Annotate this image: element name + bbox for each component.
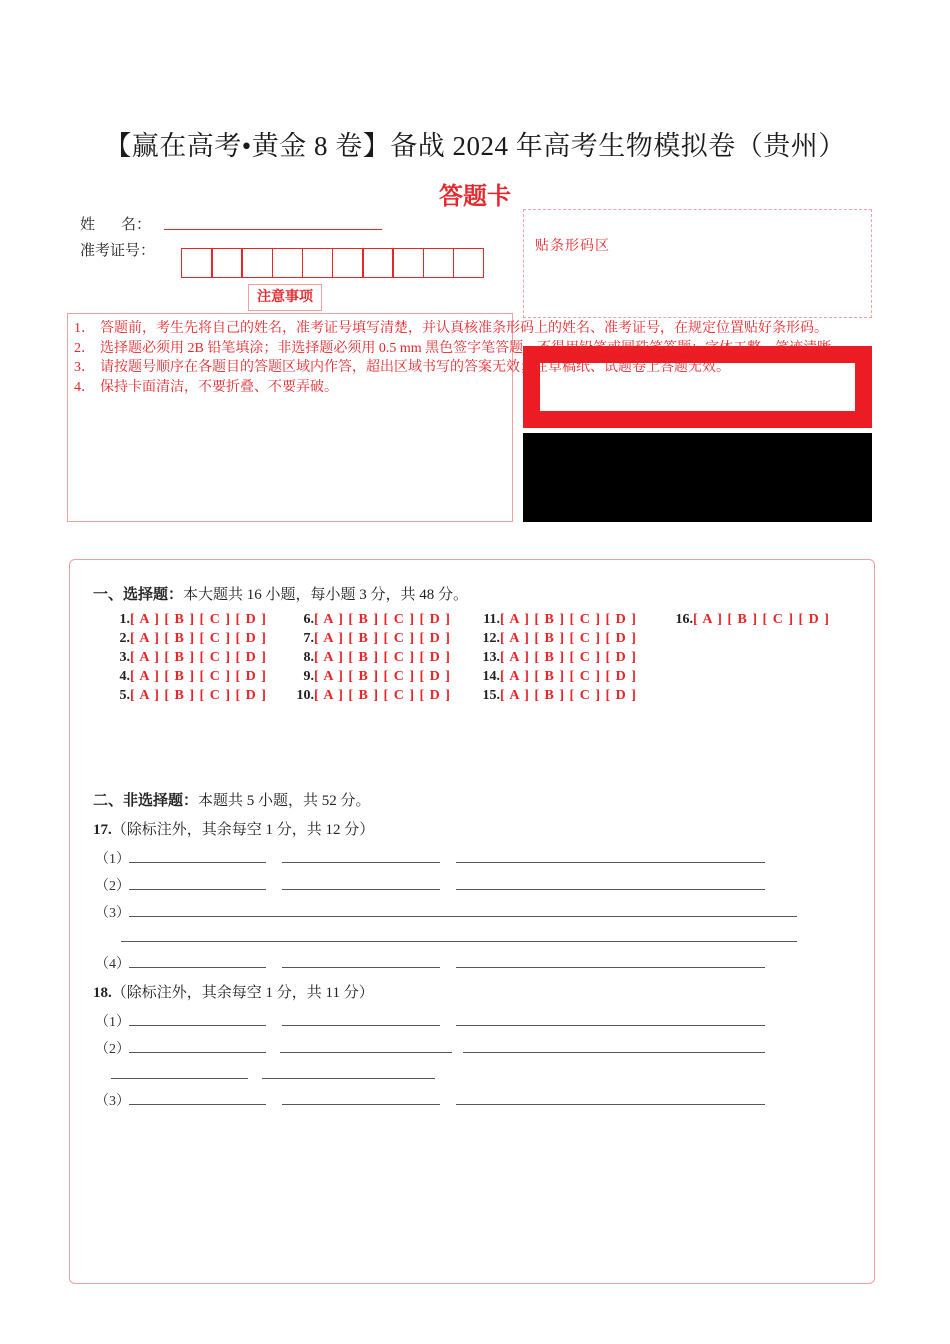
notice-list [74,319,845,397]
name-field[interactable] [164,229,382,230]
page-title: 【赢在高考•黄金 8 卷】备战 2024 年高考生物模拟卷（贵州） [104,131,846,161]
choice-row[interactable]: 9.[ A ] [ B ] [ C ] [ D ] [303,669,451,684]
notice-item: 4． 保持卡面清洁，不要折叠、不要弄破。 [74,379,338,395]
choice-row[interactable]: 1.[ A ] [ B ] [ C ] [ D ] [119,612,267,627]
answer-blank[interactable] [121,941,797,942]
choice-row[interactable]: 12.[ A ] [ B ] [ C ] [ D ] [482,631,637,646]
exam-id-digit-box[interactable] [211,248,243,278]
barcode-label: 贴条形码区 [535,239,610,254]
part-label: （1） [95,852,130,867]
exam-id-digit-box[interactable] [181,248,213,278]
answer-blank[interactable] [129,967,266,968]
answer-blank[interactable] [456,1104,765,1105]
exam-id-boxes [181,248,483,278]
choice-column-1 [104,610,267,705]
answer-blank[interactable] [282,1104,440,1105]
answer-blank[interactable] [282,889,440,890]
answer-blank[interactable] [282,1025,440,1026]
answer-blank[interactable] [129,889,266,890]
exam-id-label: 准考证号： [80,243,156,259]
answer-card-title: 答题卡 [439,182,511,210]
part-label: （4） [95,957,130,972]
barcode-area [523,209,872,318]
choice-row[interactable]: 16.[ A ] [ B ] [ C ] [ D ] [675,612,830,627]
choice-column-3 [472,610,637,705]
choice-row[interactable]: 4.[ A ] [ B ] [ C ] [ D ] [119,669,267,684]
question-17-heading: 17.（除标注外，其余每空 1 分，共 12 分） [93,822,375,838]
part-label: （3） [95,906,130,921]
choice-row[interactable]: 13.[ A ] [ B ] [ C ] [ D ] [482,650,637,665]
exam-id-digit-box[interactable] [332,248,364,278]
answer-blank[interactable] [262,1078,435,1079]
notice-item: 3． 请按题号顺序在各题目的答题区域内作答，超出区域书写的答案无效；在草稿纸、试题卷上答题无效。 [74,360,730,375]
exam-id-digit-box[interactable] [302,248,334,278]
answer-blank[interactable] [129,862,266,863]
choice-row[interactable]: 5.[ A ] [ B ] [ C ] [ D ] [119,688,267,703]
answer-blank[interactable] [456,1025,765,1026]
choice-row[interactable]: 7.[ A ] [ B ] [ C ] [ D ] [303,631,451,646]
exam-id-digit-box[interactable] [241,248,273,278]
answer-blank[interactable] [129,1104,266,1105]
choice-row[interactable]: 15.[ A ] [ B ] [ C ] [ D ] [482,688,637,703]
choice-column-4 [665,610,830,629]
answer-blank[interactable] [129,1025,266,1026]
notice-title: 注意事项 [248,284,322,311]
answer-blank[interactable] [456,967,765,968]
redacted-block [523,433,872,522]
answer-blank[interactable] [463,1052,765,1053]
choice-row[interactable]: 2.[ A ] [ B ] [ C ] [ D ] [119,631,267,646]
part-label: （3） [95,1094,130,1109]
answer-blank[interactable] [129,916,797,917]
section2-heading: 二、非选择题：本题共 5 小题，共 52 分。 [93,793,371,809]
exam-id-digit-box[interactable] [423,248,455,278]
choice-row[interactable]: 14.[ A ] [ B ] [ C ] [ D ] [482,669,637,684]
question-18-heading: 18.（除标注外，其余每空 1 分，共 11 分） [93,985,374,1001]
choice-row[interactable]: 6.[ A ] [ B ] [ C ] [ D ] [303,612,451,627]
exam-id-digit-box[interactable] [272,248,304,278]
name-label: 姓 名： [80,217,152,233]
answer-blank[interactable] [280,1052,452,1053]
section1-heading: 一、选择题：本大题共 16 小题，每小题 3 分，共 48 分。 [93,587,469,603]
notice-item: 2． 选择题必须用 2B 铅笔填涂；非选择题必须用 0.5 mm 黑色签字笔答题，不得用铅笔或圆珠笔答题；字体工整、笔迹清晰。 [74,340,846,356]
choice-row[interactable]: 8.[ A ] [ B ] [ C ] [ D ] [303,650,451,665]
part-label: （1） [95,1015,130,1030]
exam-id-digit-box[interactable] [453,248,485,278]
choice-row[interactable]: 11.[ A ] [ B ] [ C ] [ D ] [483,612,637,627]
exam-id-digit-box[interactable] [392,248,424,278]
part-label: （2） [95,879,130,894]
choice-column-2 [288,610,451,705]
notice-item: 1． 答题前，考生先将自己的姓名，准考证号填写清楚，并认真核准条形码上的姓名、准考证号，在规定位置贴好条形码。 [74,321,828,336]
answer-blank[interactable] [111,1078,248,1079]
answer-blank[interactable] [129,1052,266,1053]
answer-blank[interactable] [456,862,765,863]
answer-blank[interactable] [282,862,440,863]
choice-row[interactable]: 10.[ A ] [ B ] [ C ] [ D ] [296,688,451,703]
answer-blank[interactable] [456,889,765,890]
choice-row[interactable]: 3.[ A ] [ B ] [ C ] [ D ] [119,650,267,665]
answer-blank[interactable] [282,967,440,968]
part-label: （2） [95,1042,130,1057]
exam-id-digit-box[interactable] [362,248,394,278]
